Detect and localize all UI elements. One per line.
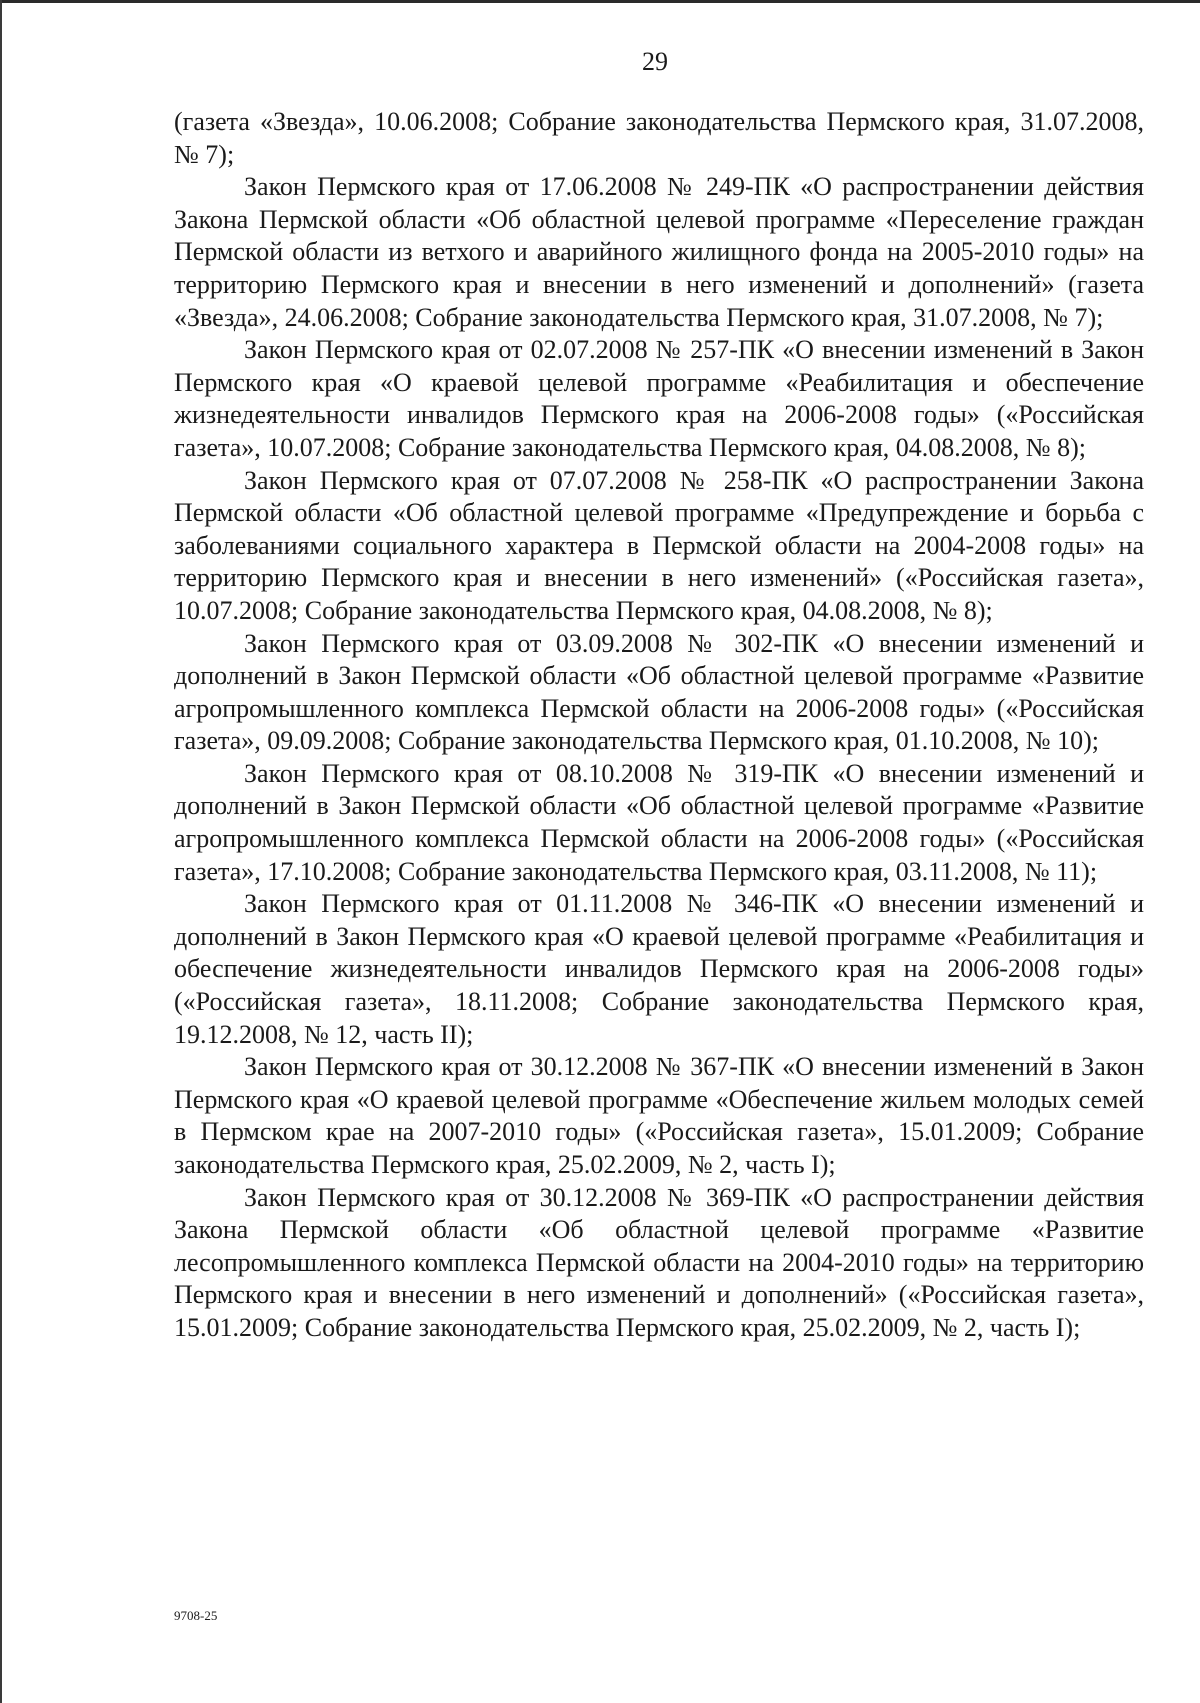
paragraph-law-369: Закон Пермского края от 30.12.2008 № 369-ПК «О распространении действия Закона Пермской области «Об областной целевой программе «Развитие лесопромышленного комплекса Пермской области на 2004-2010 годы» на территорию Пермского края и внесении в него изменений и дополнений» («Российская газета», 15.01.2009; Собрание законодательства Пермского края, 25.02.2009, № 2, часть I);: [174, 1182, 1144, 1342]
paragraph-continuation: (газета «Звезда», 10.06.2008; Собрание законодательства Пермского края, 31.07.2008, № 7);: [174, 107, 1144, 169]
paragraph-law-257: Закон Пермского края от 02.07.2008 № 257-ПК «О внесении изменений в Закон Пермского края «О краевой целевой программе «Реабилитация и обеспечение жизнедеятельности инвалидов Пермского края на 2006-2008 годы» («Российская газета», 10.07.2008; Собрание законодательства Пермского края, 04.08.2008, № 8);: [174, 335, 1144, 462]
page-number: 29: [642, 47, 668, 76]
paragraph-law-249: Закон Пермского края от 17.06.2008 № 249-ПК «О распространении действия Закона Пермской области «Об областной целевой программе «Переселение граждан Пермской области из ветхого и аварийного жилищного фонда на 2005-2010 годы» на территорию Пермского края и внесении в него изменений и дополнений» (газета «Звезда», 24.06.2008; Собрание законодательства Пермского края, 31.07.2008, № 7);: [174, 172, 1144, 332]
scan-left-edge: [0, 0, 2, 1703]
paragraph-law-346: Закон Пермского края от 01.11.2008 № 346-ПК «О внесении изменений и дополнений в Закон Пермского края «О краевой целевой программе «Реабилитация и обеспечение жизнедеятельности инвалидов Пермского края на 2006-2008 годы» («Российская газета», 18.11.2008; Собрание законодательства Пермского края, 19.12.2008, № 12, часть II);: [174, 889, 1144, 1049]
paragraph-law-302: Закон Пермского края от 03.09.2008 № 302-ПК «О внесении изменений и дополнений в Закон Пермской области «Об областной целевой программе «Развитие агропромышленного комплекса Пермской области на 2006-2008 годы» («Российская газета», 09.09.2008; Собрание законодательства Пермского края, 01.10.2008, № 10);: [174, 628, 1144, 756]
document-body: [174, 106, 1144, 1345]
paragraph-law-258: Закон Пермского края от 07.07.2008 № 258-ПК «О распространении Закона Пермской области «Об областной целевой программе «Предупреждение и борьба с заболеваниями социального характера в Пермской области на 2004-2008 годы» на территорию Пермского края и внесении в него изменений» («Российская газета», 10.07.2008; Собрание законодательства Пермского края, 04.08.2008, № 8);: [174, 465, 1144, 625]
document-code: 9708-25: [174, 1608, 218, 1623]
scan-top-edge: [0, 0, 1200, 3]
paragraph-law-367: Закон Пермского края от 30.12.2008 № 367-ПК «О внесении изменений в Закон Пермского края «О краевой целевой программе «Обеспечение жильем молодых семей в Пермском крае на 2007-2010 годы» («Российская газета», 15.01.2009; Собрание законодательства Пермского края, 25.02.2009, № 2, часть I);: [174, 1052, 1144, 1179]
paragraph-law-319: Закон Пермского края от 08.10.2008 № 319-ПК «О внесении изменений и дополнений в Закон Пермской области «Об областной целевой программе «Развитие агропромышленного комплекса Пермской области на 2006-2008 годы» («Российская газета», 17.10.2008; Собрание законодательства Пермского края, 03.11.2008, № 11);: [174, 758, 1144, 886]
